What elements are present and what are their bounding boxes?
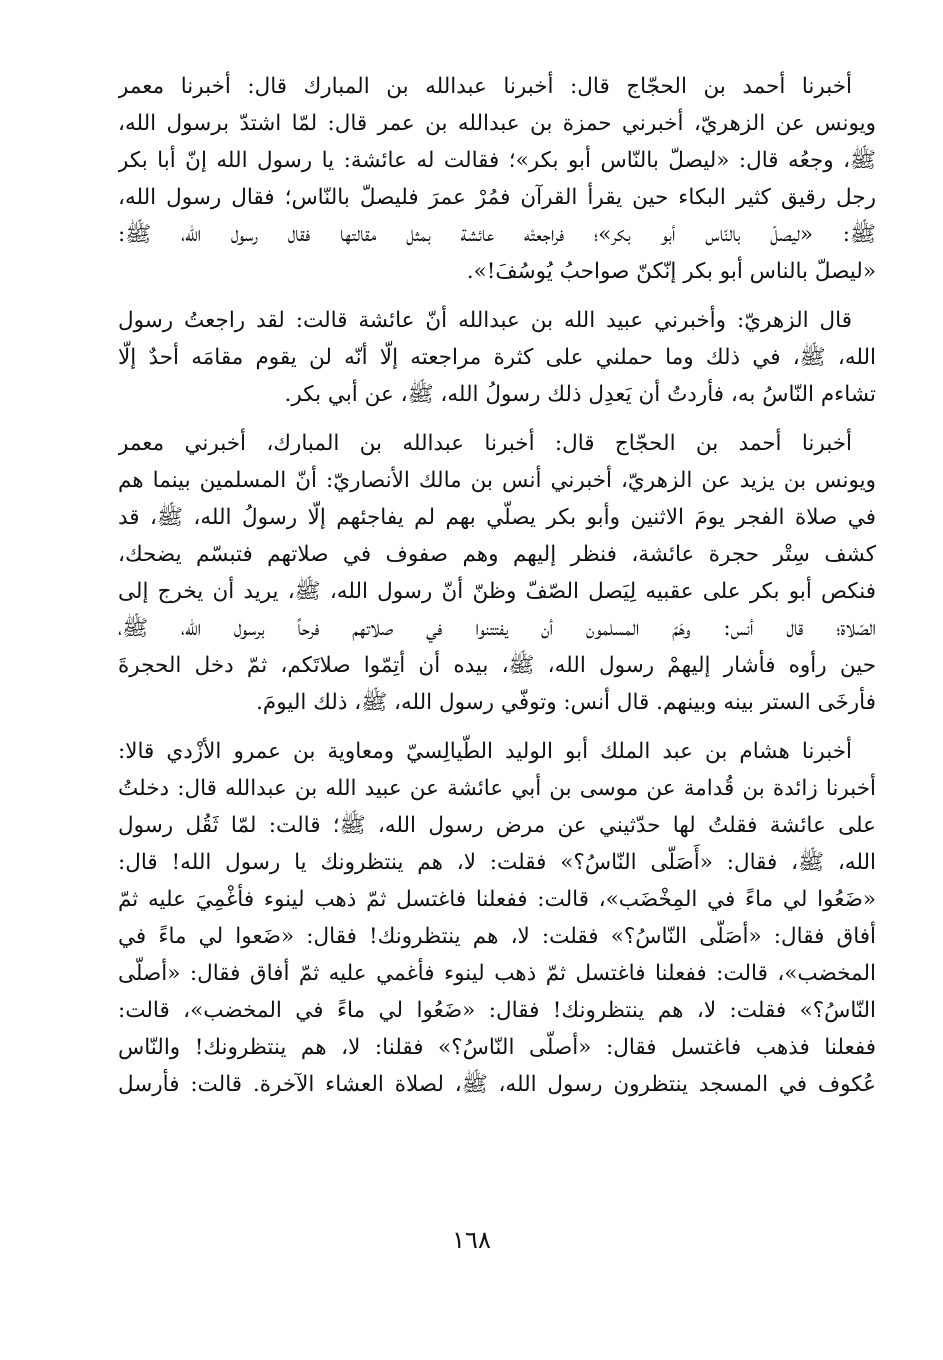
text-line: تشاءم النّاسُ به، فأردتُ أن يَعدِل ذلك رسولُ الله، ﷺ، عن أبي بكر.: [284, 382, 876, 407]
text-line: الصّلاة؛ قال أنس: وهَمّ المسلمون أن يفتتنوا في صلاتهم فرحاً برسول الله، ﷺ،: [118, 616, 876, 641]
text-line: ﷺ، وجعُه قال: «ليصلّ بالنّاس أبو بكر»؛ فقالت له عائشة: يا رسول الله إنّ أبا بكر: [118, 148, 876, 173]
text-line: أفاق فقال: «أصَلّى النّاسُ؟» فقلت: لا، هم ينتظرونك! فقال: «ضَعوا لي ماءً في: [118, 924, 876, 949]
text-line: المخضب»، قالت: ففعلنا فاغتسل ثمّ ذهب لينوء فأغمي عليه ثمّ أفاق فقال: «أصلّى: [118, 961, 876, 986]
text-line: ويونس بن يزيد عن الزهريّ، أخبرني أنس بن مالك الأنصاريّ: أنّ المسلمين بينما هم: [118, 468, 876, 493]
text-line: أخبرنا أحمد بن الحجّاج قال: أخبرنا عبدالله بن المبارك قال: أخبرنا معمر: [118, 74, 852, 99]
text-line: على عائشة فقلتُ لها حدّثيني عن مرض رسول الله، ﷺ؛ قالت: لمّا ثَقُل رسول: [118, 813, 876, 838]
text-line: «ليصلّ بالناس أبو بكر إنّكنّ صواحبُ يُوسُفَ!».: [466, 259, 876, 284]
paragraph-4: [118, 733, 876, 1103]
text-line: «ضَعُوا لي ماءً في المِخْضَب»، قالت: ففعلنا فاغتسل ثمّ ذهب لينوء فأغْمِيَ عليه ثمّ: [118, 887, 876, 912]
text-line: الله، ﷺ، في ذلك وما حملني على كثرة مراجعته إلّا أنّه لن يقوم مقامَه أحدٌ إلّا: [118, 345, 876, 370]
text-line: أخبرنا زائدة بن قُدامة عن موسى بن أبي عائشة عن عبيد الله بن عبدالله قال: دخلتُ: [118, 776, 876, 801]
text-line: فأرخَى الستر بينه وبينهم. قال أنس: وتوفّي رسول الله، ﷺ، ذلك اليومَ.: [256, 690, 876, 715]
text-line: عُكوف في المسجد ينتظرون رسول الله، ﷺ، لصلاة العشاء الآخرة. قالت: فأرسل: [118, 1072, 876, 1097]
paragraph-1: [118, 68, 876, 290]
text-line: ففعلنا فذهب فاغتسل فقال: «أصلّى النّاسُ؟» فقلنا: لا، هم ينتظرونك! والنّاس: [118, 1035, 876, 1060]
text-line: حين رأوه فأشار إليهمْ رسول الله، ﷺ، بيده أن أتِمّوا صلاتَكم، ثمّ دخل الحجرةَ: [118, 653, 876, 678]
text-line: ﷺ: «ليصلّ بالنّاس أبو بكر»؛ فراجعتْه عائشة بمثل مقالتها فقال رسول الله، ﷺ:: [118, 222, 876, 247]
page-number: ١٦٨: [452, 1226, 491, 1254]
text-line: النّاسُ؟» فقلت: لا، هم ينتظرونك! فقال: «ضَعُوا لي ماءً في المخضب»، قالت:: [118, 998, 876, 1023]
text-line: فنكص أبو بكر على عقبيه لِيَصل الصّفّ وظنّ أنّ رسول الله، ﷺ، يريد أن يخرج إلى: [118, 579, 876, 604]
text-line: أخبرنا هشام بن عبد الملك أبو الوليد الطّيالِسيّ ومعاوية بن عمرو الأزْدي قالا:: [118, 739, 852, 764]
text-line: قال الزهريّ: وأخبرني عبيد الله بن عبدالله أنّ عائشة قالت: لقد راجعتُ رسول: [118, 308, 852, 333]
text-line: في صلاة الفجر يومَ الاثنين وأبو بكر يصلّي بهم لم يفاجئهم إلّا رسولُ الله، ﷺ، قد: [118, 505, 876, 530]
paragraph-3: [118, 425, 876, 721]
text-line: ويونس عن الزهريّ، أخبرني حمزة بن عبدالله بن عمر قال: لمّا اشتدّ برسول الله،: [118, 111, 876, 136]
paragraph-2: [118, 302, 876, 413]
text-line: أخبرنا أحمد بن الحجّاج قال: أخبرنا عبدالله بن المبارك، أخبرني معمر: [118, 431, 852, 456]
page-body: [118, 68, 876, 1115]
text-line: رجل رقيق كثير البكاء حين يقرأ القرآن فمُرْ عمرَ فليصلّ بالنّاس؛ فقال رسول الله،: [118, 185, 876, 210]
text-line: كشف سِتْر حجرة عائشة، فنظر إليهم وهم صفوف في صلاتهم فتبسّم يضحك،: [118, 542, 876, 567]
text-line: الله، ﷺ، فقال: «أَصَلّى النّاسُ؟» فقلت: لا، هم ينتظرونك يا رسول الله! قال:: [118, 850, 876, 875]
